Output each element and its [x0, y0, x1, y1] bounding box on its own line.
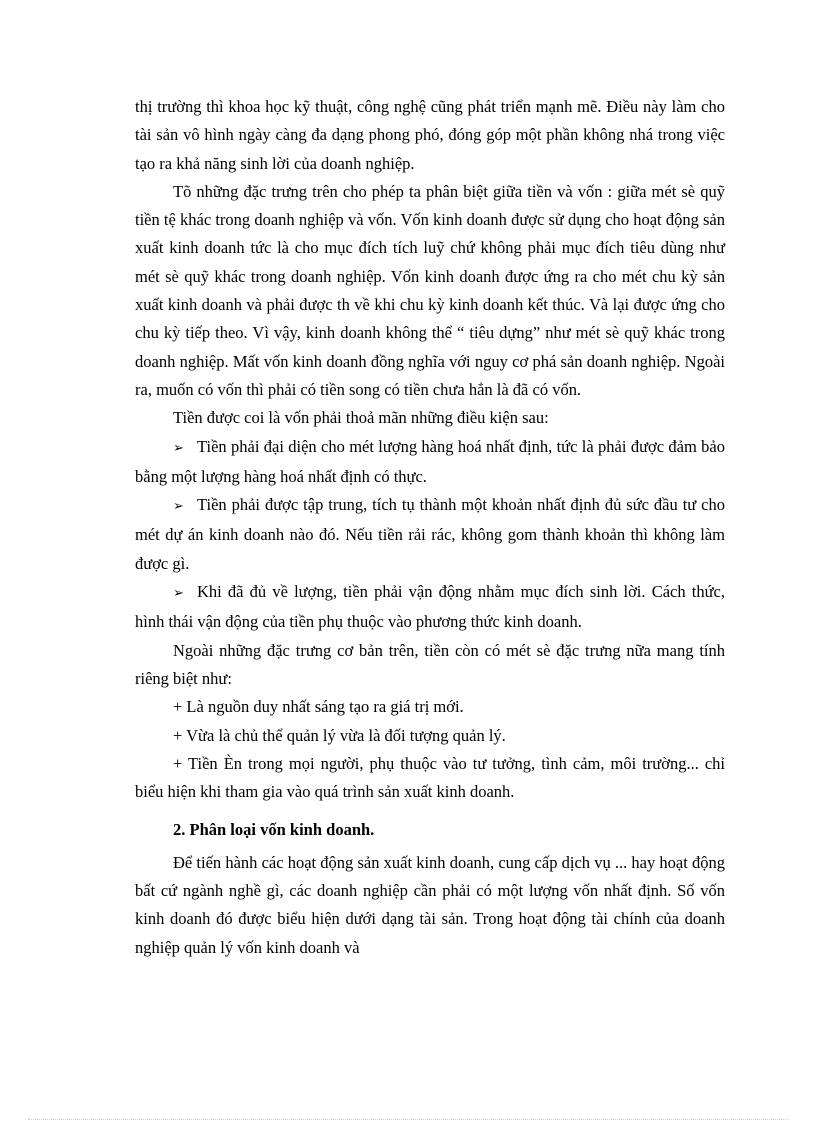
bullet-item-3: [135, 578, 725, 637]
bullet-item-1: [135, 433, 725, 492]
bullet-text-1: Tiền phải đại diện cho mét lượng hàng hoá nhất định, tức là phải được đảm bảo bằng một lượng hàng hoá nhất định có thực.: [135, 436, 725, 486]
bullet-text-2: Tiền phải được tập trung, tích tụ thành một khoản nhất định đủ sức đầu tư cho mét dự án kinh doanh nào đó. Nếu tiền rải rác, không gom thành khoản thì không làm được gì.: [135, 495, 725, 573]
arrow-bullet-icon: ➢: [173, 586, 184, 602]
bullet-item-2: [135, 491, 725, 578]
paragraph-4: Ngoài những đặc trưng cơ bản trên, tiền còn có mét sè đặc trưng nữa mang tính riêng biệt như:: [135, 640, 725, 688]
bullet-text-3: Khi đã đủ về lượng, tiền phải vận động nhằm mục đích sinh lời. Cách thức, hình thái vận động của tiền phụ thuộc vào phương thức kinh doanh.: [135, 582, 725, 632]
paragraph-3: Tiền được coi là vốn phải thoả mãn những điều kiện sau:: [173, 408, 549, 428]
paragraph-1: thị trường thì khoa học kỹ thuật, công nghệ cũng phát triển mạnh mẽ. Điều này làm cho tài sản vô hình ngày càng đa dạng phong phó, đóng góp một phần không nhá trong việc tạo ra khả năng sinh lời của doanh nghiệp.: [135, 97, 725, 173]
arrow-bullet-icon: ➢: [173, 499, 184, 515]
document-body: [135, 93, 725, 962]
paragraph-5: Để tiến hành các hoạt động sản xuất kinh doanh, cung cấp dịch vụ ... hay hoạt động bất cứ ngành nghề gì, các doanh nghiệp cần phải có một lượng vốn nhất định. Số vốn kinh doanh đó được biểu hiện dưới dạng tài sản. Trong hoạt động tài chính của doanh nghiệp quản lý vốn kinh doanh và: [135, 852, 725, 957]
paragraph-2: Tõ những đặc trưng trên cho phép ta phân biệt giữa tiền và vốn : giữa mét sè quỹ tiền tệ khác trong doanh nghiệp và vốn. Vốn kinh doanh được sử dụng cho hoạt động sản xuất kinh doanh tức là cho mục đích tích luỹ chứ không phải mục đích tiêu dùng như mét sè quỹ khác trong doanh nghiệp. Vốn kinh doanh được ứng ra cho mét chu kỳ sản xuất kinh doanh và phải được th về khi chu kỳ kinh doanh kết thúc. Và lại được ứng cho chu kỳ tiếp theo. Vì vậy, kinh doanh không thể “ tiêu dựng” như mét sè quỹ khác trong doanh nghiệp. Mất vốn kinh doanh đồng nghĩa với nguy cơ phá sản doanh nghiệp. Ngoài ra, muốn có vốn thì phải có tiền song có tiền chưa hẳn là đã có vốn.: [135, 181, 725, 399]
plus-item-3: + Tiền Èn trong mọi người, phụ thuộc vào tư tưởng, tình cảm, môi trường... chỉ biểu hiện khi tham gia vào quá trình sản xuất kinh doanh.: [135, 753, 725, 802]
section-heading: 2. Phân loại vốn kinh doanh.: [173, 820, 375, 840]
page-bottom-divider: [28, 1119, 788, 1120]
arrow-bullet-icon: ➢: [173, 440, 184, 456]
plus-item-1: + Là nguồn duy nhất sáng tạo ra giá trị mới.: [173, 697, 464, 717]
plus-item-2: + Vừa là chủ thể quản lý vừa là đối tượng quản lý.: [173, 725, 506, 745]
